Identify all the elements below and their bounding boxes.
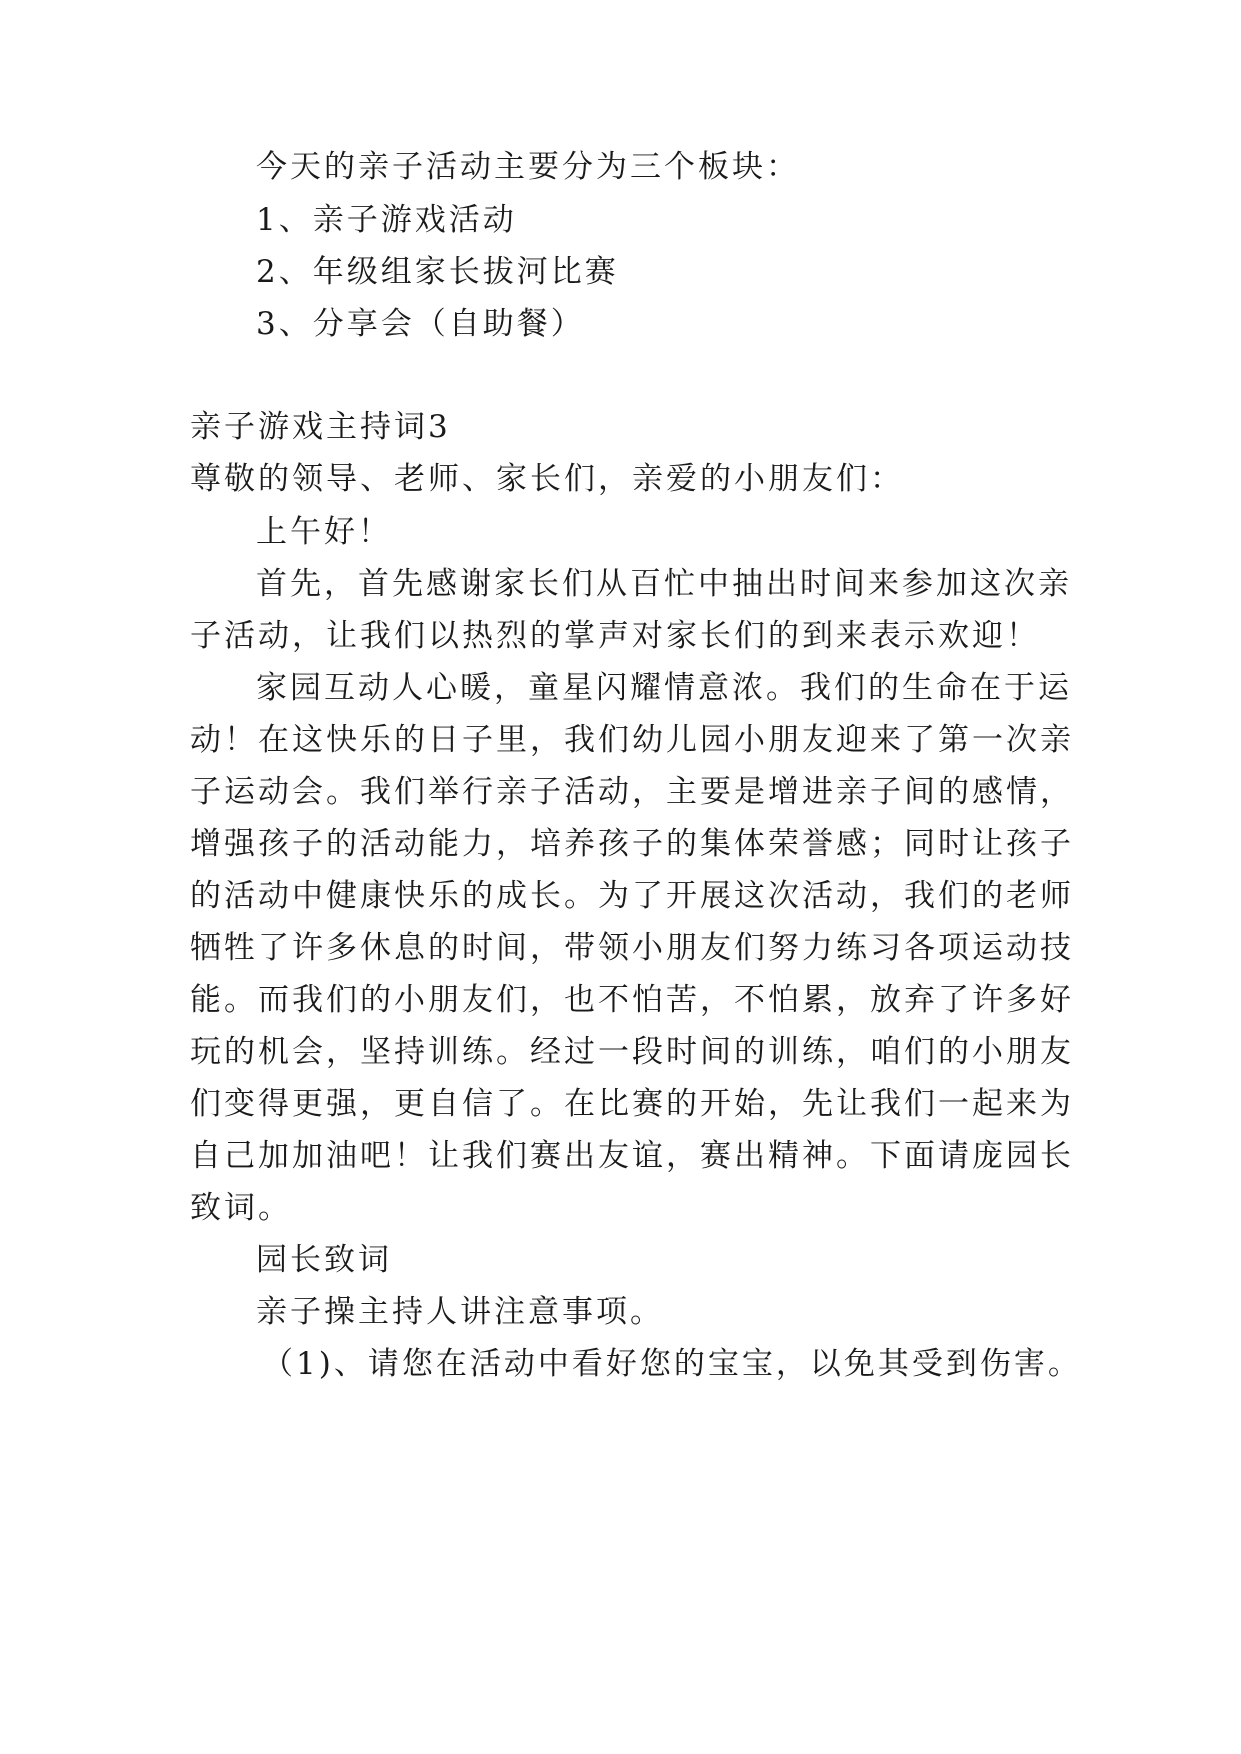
paragraph-line: 动！在这快乐的日子里，我们幼儿园小朋友迎来了第一次亲	[190, 722, 1074, 758]
paragraph-line: 子活动，让我们以热烈的掌声对家长们的到来表示欢迎！	[190, 618, 1040, 654]
notice-item: （1)、请您在活动中看好您的宝宝，以免其受到伤害。	[262, 1346, 1082, 1382]
paragraph-line: 牺牲了许多休息的时间，带领小朋友们努力练习各项运动技	[190, 930, 1074, 966]
section-item: 1、亲子游戏活动	[256, 202, 517, 238]
greeting: 上午好！	[256, 514, 392, 550]
paragraph-line: 增强孩子的活动能力，培养孩子的集体荣誉感；同时让孩子	[190, 826, 1074, 862]
paragraph-line: 玩的机会，坚持训练。经过一段时间的训练，咱们的小朋友	[190, 1034, 1074, 1070]
paragraph-line: 子运动会。我们举行亲子活动，主要是增进亲子间的感情，	[190, 774, 1074, 810]
paragraph-line: 们变得更强，更自信了。在比赛的开始，先让我们一起来为	[190, 1086, 1074, 1122]
paragraph-line: 自己加加油吧！让我们赛出友谊，赛出精神。下面请庞园长	[190, 1138, 1074, 1174]
section-title: 亲子游戏主持词3	[190, 409, 451, 445]
paragraph-line: 家园互动人心暖，童星闪耀情意浓。我们的生命在于运	[256, 670, 1072, 706]
director-speech: 园长致词	[256, 1242, 392, 1278]
section-item: 2、年级组家长拔河比赛	[256, 254, 619, 290]
paragraph-line: 首先，首先感谢家长们从百忙中抽出时间来参加这次亲	[256, 566, 1072, 602]
paragraph-line: 的活动中健康快乐的成长。为了开展这次活动，我们的老师	[190, 878, 1074, 914]
paragraph-line: 致词。	[190, 1190, 292, 1226]
salutation: 尊敬的领导、老师、家长们，亲爱的小朋友们：	[190, 461, 904, 497]
intro-line: 今天的亲子活动主要分为三个板块：	[256, 149, 800, 185]
notice-intro: 亲子操主持人讲注意事项。	[256, 1294, 664, 1330]
section-item: 3、分享会（自助餐）	[256, 306, 585, 342]
paragraph-line: 能。而我们的小朋友们，也不怕苦，不怕累，放弃了许多好	[190, 982, 1074, 1018]
